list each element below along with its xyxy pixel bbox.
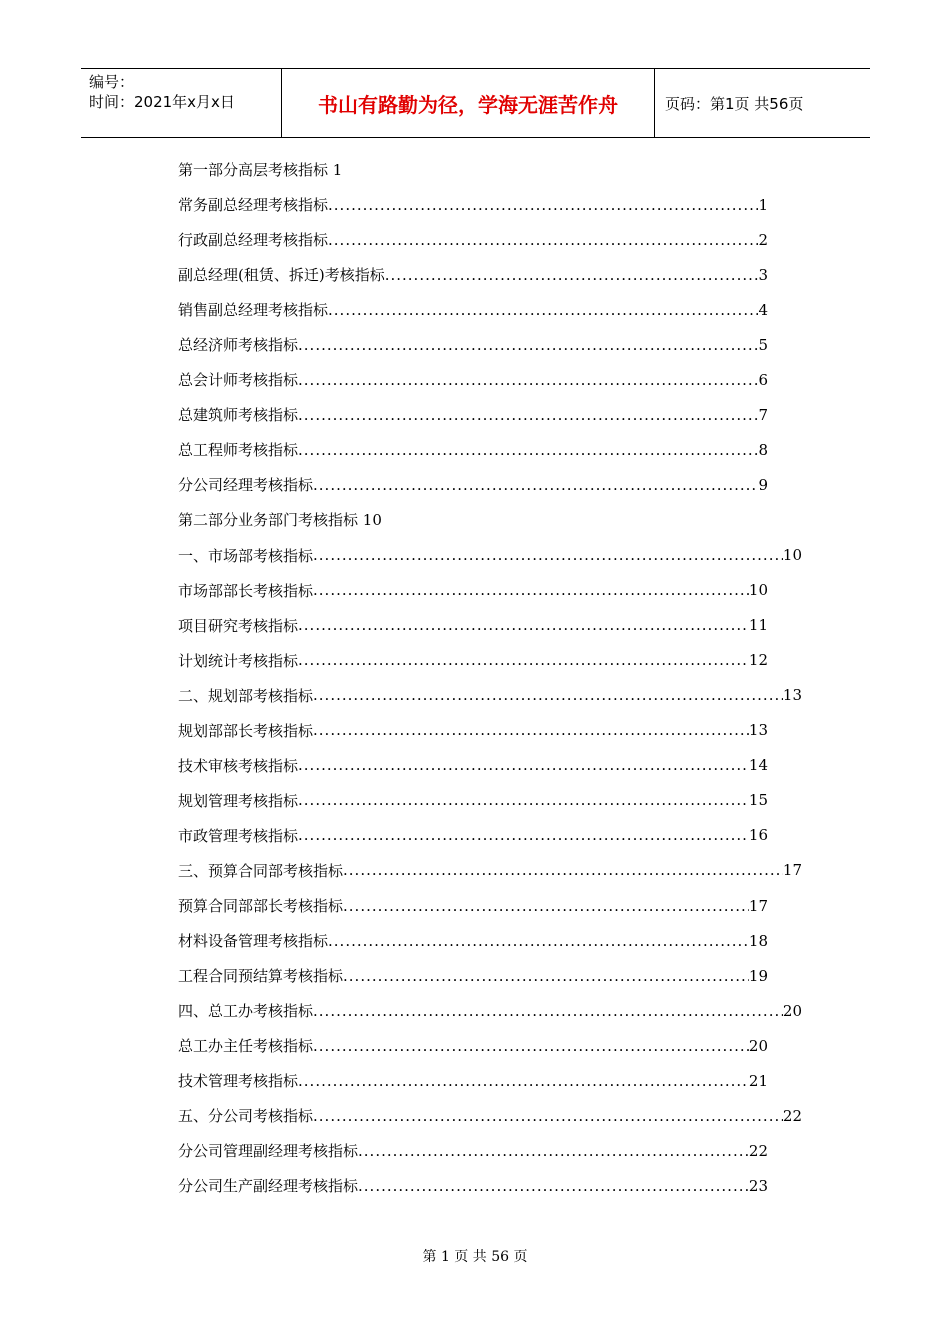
toc-entry [178, 1098, 802, 1133]
toc-page-number: 14 [748, 756, 768, 775]
toc-page-number: 18 [748, 931, 768, 950]
toc-entry-title: 三、预算合同部考核指标 [178, 861, 344, 880]
toc-entry-title: 五、分公司考核指标 [178, 1107, 314, 1126]
number-label: 编号： [89, 73, 135, 91]
toc-entry [178, 257, 768, 292]
toc-leader-dots [313, 721, 749, 739]
toc-entry [178, 643, 768, 678]
toc-page-number: 23 [748, 1176, 768, 1195]
toc-entry-title: 分公司经理考核指标 [178, 476, 314, 495]
toc-entry-title: 二、规划部考核指标 [178, 686, 314, 705]
toc-entry [178, 292, 768, 327]
toc-page-number: 22 [748, 1141, 768, 1160]
toc-entry-title: 材料设备管理考核指标 [178, 932, 329, 951]
toc-leader-dots [358, 1142, 749, 1160]
toc-entry-title: 技术审核考核指标 [178, 756, 299, 775]
toc-entry [178, 993, 802, 1028]
toc-leader-dots [298, 371, 758, 389]
page-footer: 第 1 页 共 56 页 [422, 1249, 528, 1265]
toc-page-number: 8 [758, 440, 768, 459]
toc-page-number: 17 [782, 861, 802, 880]
toc-entry [178, 608, 768, 643]
motto-text: 书山有路勤为径，学海无涯苦作舟 [318, 92, 618, 117]
toc-leader-dots [328, 932, 749, 950]
toc-page-number: 13 [748, 721, 768, 740]
toc-page-number: 3 [758, 265, 768, 284]
toc-leader-dots [328, 196, 758, 214]
toc-entry [178, 327, 768, 362]
toc-page-number: 20 [748, 1036, 768, 1055]
toc-leader-dots [313, 686, 783, 704]
toc-leader-dots [313, 1107, 783, 1125]
toc-entry-title: 四、总工办考核指标 [178, 1002, 314, 1021]
toc-entry [178, 678, 802, 713]
toc-entry [178, 467, 768, 502]
toc-page-number: 16 [748, 826, 768, 845]
toc-leader-dots [313, 581, 749, 599]
toc-leader-dots [298, 1072, 749, 1090]
toc-entry-title: 分公司管理副经理考核指标 [178, 1142, 359, 1161]
toc-entry-title: 总经济师考核指标 [178, 336, 299, 355]
toc-leader-dots [313, 1002, 783, 1020]
toc-entry-title: 项目研究考核指标 [178, 616, 299, 635]
toc-entry-title: 销售副总经理考核指标 [178, 301, 329, 320]
toc-entry-title: 总建筑师考核指标 [178, 406, 299, 425]
toc-entry [178, 1133, 768, 1168]
motto-cell [282, 69, 655, 137]
toc-entry [178, 748, 768, 783]
toc-entry-title: 总会计师考核指标 [178, 371, 299, 390]
toc-entry [178, 1063, 768, 1098]
toc-leader-dots [343, 861, 783, 879]
toc-leader-dots [328, 231, 758, 249]
toc-entry-title: 分公司生产副经理考核指标 [178, 1177, 359, 1196]
toc-section-heading [178, 502, 818, 537]
toc-entry [178, 888, 768, 923]
toc-page-number: 22 [782, 1106, 802, 1125]
toc-leader-dots [313, 1037, 749, 1055]
toc-page-number: 12 [748, 651, 768, 670]
toc-page-number: 15 [748, 791, 768, 810]
toc-entry [178, 818, 768, 853]
toc-entry-title: 总工程师考核指标 [178, 441, 299, 460]
table-of-contents [178, 152, 818, 1203]
toc-leader-dots [313, 476, 758, 494]
toc-page-number: 10 [782, 546, 802, 565]
toc-entry [178, 958, 768, 993]
toc-page-number: 2 [758, 230, 768, 249]
toc-entry [178, 1028, 768, 1063]
toc-entry [178, 432, 768, 467]
toc-leader-dots [385, 266, 759, 284]
toc-entry-title: 副总经理(租赁、拆迁)考核指标 [178, 266, 385, 285]
time-label: 时间：2021年x月x日 [89, 93, 235, 111]
toc-leader-dots [298, 791, 749, 809]
toc-entry-title: 市场部部长考核指标 [178, 581, 314, 600]
document-header [81, 68, 870, 138]
toc-leader-dots [343, 967, 749, 985]
toc-entry [178, 397, 768, 432]
toc-entry-title: 第二部分业务部门考核指标 10 [178, 511, 382, 530]
toc-entry-title: 预算合同部部长考核指标 [178, 897, 344, 915]
toc-leader-dots [328, 301, 758, 319]
toc-page-number: 9 [758, 475, 768, 494]
toc-page-number: 6 [758, 370, 768, 389]
toc-leader-dots [298, 406, 758, 424]
toc-entry [178, 222, 768, 257]
toc-page-number: 13 [782, 686, 802, 705]
toc-entry [178, 187, 768, 222]
toc-entry [178, 362, 768, 397]
toc-entry-title: 一、市场部考核指标 [178, 546, 314, 565]
toc-entry [178, 538, 802, 573]
toc-entry [178, 1168, 768, 1203]
toc-leader-dots [298, 756, 749, 774]
toc-entry-title: 市政管理考核指标 [178, 826, 299, 845]
toc-leader-dots [298, 336, 758, 354]
toc-page-number: 5 [758, 335, 768, 354]
toc-leader-dots [298, 616, 749, 634]
page-code-cell [655, 69, 870, 137]
toc-entry-title: 常务副总经理考核指标 [178, 196, 329, 215]
toc-entry-title: 工程合同预结算考核指标 [178, 967, 344, 986]
toc-entry-title: 技术管理考核指标 [178, 1072, 299, 1091]
toc-entry-title: 计划统计考核指标 [178, 651, 299, 670]
toc-page-number: 7 [758, 405, 768, 424]
toc-entry [178, 713, 768, 748]
toc-entry-title: 行政副总经理考核指标 [178, 231, 329, 250]
toc-page-number: 4 [758, 300, 768, 319]
toc-leader-dots [343, 897, 749, 915]
toc-section-heading [178, 152, 818, 187]
toc-entry-title: 规划部部长考核指标 [178, 721, 314, 740]
toc-page-number: 21 [748, 1071, 768, 1090]
toc-page-number: 17 [748, 896, 768, 915]
toc-page-number: 19 [748, 966, 768, 985]
toc-leader-dots [358, 1177, 749, 1195]
toc-entry-title: 第一部分高层考核指标 1 [178, 161, 343, 180]
toc-entry-title: 总工办主任考核指标 [178, 1037, 314, 1056]
toc-entry-title: 规划管理考核指标 [178, 791, 299, 810]
toc-page-number: 1 [758, 195, 768, 214]
toc-entry [178, 853, 802, 888]
toc-page-number: 10 [748, 581, 768, 600]
toc-entry [178, 573, 768, 608]
toc-entry [178, 783, 768, 818]
toc-page-number: 20 [782, 1001, 802, 1020]
toc-leader-dots [298, 651, 749, 669]
page-code-text: 页码：第1页 共56页 [665, 94, 804, 113]
header-meta-cell [81, 69, 282, 137]
toc-entry [178, 923, 768, 958]
toc-leader-dots [313, 546, 783, 564]
toc-page-number: 11 [748, 616, 768, 635]
toc-leader-dots [298, 826, 749, 844]
toc-leader-dots [298, 441, 758, 459]
